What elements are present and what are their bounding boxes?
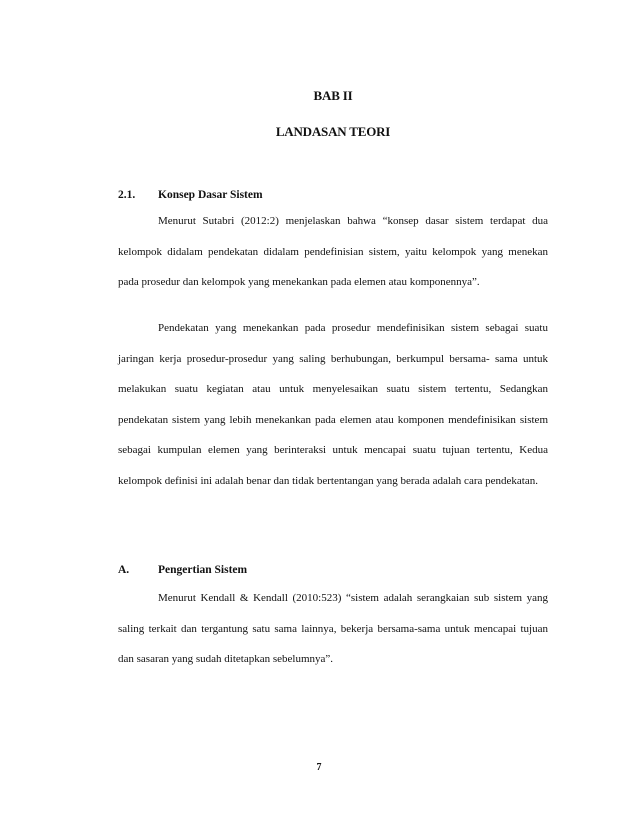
page-number: 7: [316, 762, 322, 773]
section-heading-a: [118, 564, 247, 576]
chapter-number: BAB II: [313, 88, 353, 103]
section-title: Konsep Dasar Sistem: [158, 189, 263, 201]
paragraph-kendall: Menurut Kendall & Kendall (2010:523) “sistem adalah serangkaian sub sistem yang saling terkait dan tergantung satu sama lainnya, bekerja bersama-sama untuk mencapai tujuan dan sasaran yang sudah ditetapkan sebelumnya”.: [118, 592, 548, 665]
section-number: A.: [118, 564, 130, 576]
paragraph-sutabri: Menurut Sutabri (2012:2) menjelaskan bahwa “konsep dasar sistem terdapat dua kelompok didalam pendekatan didalam pendefinisian sistem, yaitu kelompok yang menekan pada prosedur dan kelompok yang menekankan pada elemen atau komponennya”.: [118, 215, 548, 288]
section-number: 2.1.: [118, 189, 136, 201]
section-heading-2-1: [118, 189, 263, 201]
paragraph-pendekatan: Pendekatan yang menekankan pada prosedur mendefinisikan sistem sebagai suatu jaringan kerja prosedur-prosedur yang saling berhubungan, berkumpul bersama- sama untuk melakukan suatu kegiatan atau untuk menyelesaikan suatu sistem tertentu, Sedangkan pendekatan sistem yang lebih menekankan pada elemen atau komponen mendefinisikan sistem sebagai kumpulan elemen yang berinteraksi untuk mencapai suatu tujuan tertentu, Kedua kelompok definisi ini adalah benar dan tidak bertentangan yang berada adalah cara pendekatan.: [118, 322, 548, 487]
section-title: Pengertian Sistem: [158, 564, 248, 576]
chapter-title: LANDASAN TEORI: [275, 124, 391, 139]
